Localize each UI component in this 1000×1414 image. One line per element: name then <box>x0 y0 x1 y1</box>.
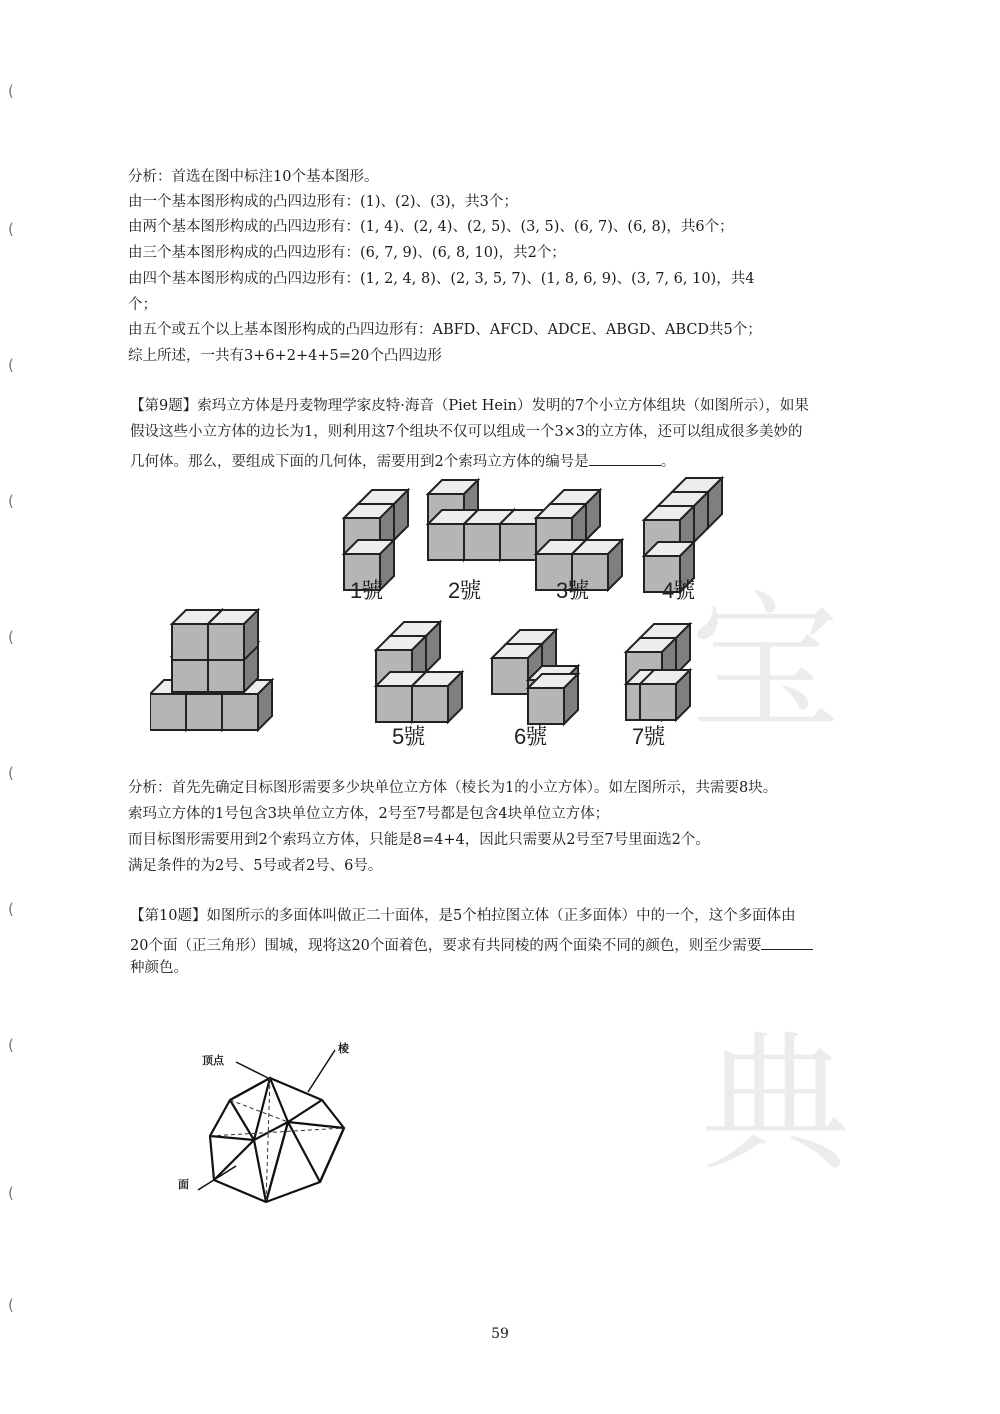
edge-pointer <box>308 1050 335 1092</box>
question-text: 几何体。那么，要组成下面的几何体，需要用到2个索玛立方体的编号是 <box>130 454 589 470</box>
question-text: 【第10题】如图所示的多面体叫做正二十面体，是5个柏拉图立体（正多面体）中的一个，这个多面体由 <box>130 908 796 924</box>
binder-hole: ( <box>8 82 14 100</box>
binder-hole: ( <box>8 764 14 782</box>
analysis-line: 分析：首选在图中标注10个基本图形。 <box>128 169 379 185</box>
soma-piece-7 <box>626 624 690 720</box>
binder-hole: ( <box>8 492 14 510</box>
analysis-line: 由五个或五个以上基本图形构成的凸四边形有：ABFD、AFCD、ADCE、ABGD、ABCD共5个； <box>128 322 762 338</box>
question-text: 种颜色。 <box>130 960 188 976</box>
face-label: 面 <box>178 1178 189 1191</box>
vertex-pointer <box>236 1062 268 1078</box>
answer-blank <box>761 935 813 950</box>
piece-label: 3號 <box>556 578 589 603</box>
analysis-line: 由两个基本图形构成的凸四边形有：(1, 4)、(2, 4)、(2, 5)、(3, 5)、(6, 7)、(6, 8)，共6个； <box>128 219 734 235</box>
piece-label: 7號 <box>632 724 665 749</box>
analysis-line: 综上所述，一共有3+6+2+4+5=20个凸四边形 <box>128 348 442 364</box>
analysis-line: 由三个基本图形构成的凸四边形有：(6, 7, 9)、(6, 8, 10)，共2个； <box>128 245 566 261</box>
analysis-line: 满足条件的为2号、5号或者2号、6号。 <box>128 858 383 874</box>
binder-hole: ( <box>8 356 14 374</box>
question-text: 【第9题】索玛立方体是丹麦物理学家皮特·海音（Piet Hein）发明的7个小立方体组块（如图所示），如果 <box>130 398 809 414</box>
soma-piece-2 <box>428 480 550 560</box>
target-shape <box>150 610 272 730</box>
question-text: 假设这些小立方体的边长为1，则利用这7个组块不仅可以组成一个3×3的立方体，还可以组成很多美妙的 <box>130 424 803 440</box>
binder-hole: ( <box>8 220 14 238</box>
question-text: 20个面（正三角形）围城，现将这20个面着色，要求有共同棱的两个面染不同的颜色，则至少需要 <box>130 938 762 954</box>
binder-hole: ( <box>8 1296 14 1314</box>
piece-label: 4號 <box>662 578 695 603</box>
piece-label: 2號 <box>448 578 481 603</box>
question-text-end: 。 <box>660 454 676 470</box>
edge-label: 棱 <box>338 1042 349 1055</box>
page-number: 59 <box>491 1326 509 1342</box>
watermark-char: 宝 <box>690 578 841 752</box>
analysis-line: 分析：首先先确定目标图形需要多少块单位立方体（棱长为1的小立方体）。如左图所示，共需要8块。 <box>128 780 778 796</box>
binder-hole: ( <box>8 1036 14 1054</box>
piece-label: 6號 <box>514 724 547 749</box>
piece-label: 1號 <box>350 578 383 603</box>
analysis-line: 索玛立方体的1号包含3块单位立方体，2号至7号都是包含4块单位立方体； <box>128 806 610 822</box>
answer-blank <box>589 451 661 466</box>
soma-piece-5 <box>376 622 462 722</box>
analysis-line: 由四个基本图形构成的凸四边形有：(1, 2, 4, 8)、(2, 3, 5, 7)、(1, 8, 6, 9)、(3, 7, 6, 10)，共4 <box>128 271 755 287</box>
analysis-line: 个； <box>128 297 157 313</box>
watermark-char: 典 <box>700 1018 851 1192</box>
binder-hole: ( <box>8 628 14 646</box>
vertex-label: 顶点 <box>202 1054 224 1067</box>
analysis-line: 而目标图形需要用到2个索玛立方体，只能是8=4+4，因此只需要从2号至7号里面选2个。 <box>128 832 710 848</box>
piece-label: 5號 <box>392 724 425 749</box>
analysis-line: 由一个基本图形构成的凸四边形有：(1)、(2)、(3)，共3个； <box>128 194 518 210</box>
binder-hole: ( <box>8 1184 14 1202</box>
binder-hole: ( <box>8 900 14 918</box>
soma-piece-6 <box>492 630 578 724</box>
icosahedron-figure <box>170 1030 370 1210</box>
